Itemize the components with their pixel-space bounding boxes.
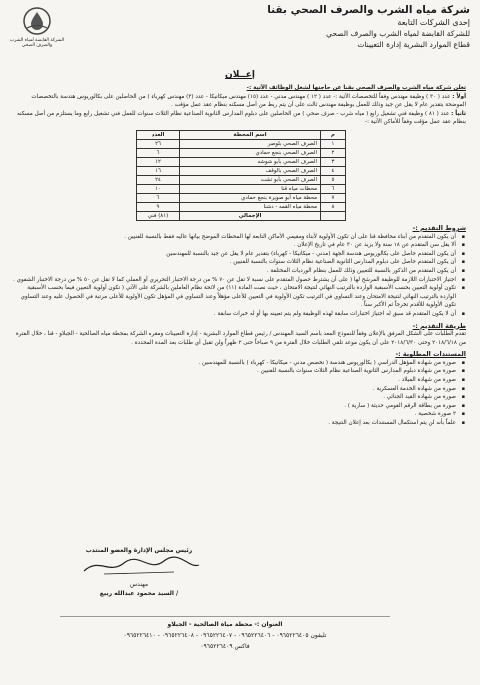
footer-address: العنوان :- محطة مياه الصالحية - الجبلاو [167,621,283,628]
logo-caption: الشركة القابضة لمياه الشرب والصرف الصحي [9,38,65,48]
signature-block [64,546,214,598]
row-location: الصرف الصحي بلوصر [180,139,321,148]
row-count: ٢٤ [137,175,180,184]
table-row [137,175,346,184]
table-row [137,193,346,202]
list-item: ▪ أن يكون المتقدم من أبناء محافظة قنا على أن تكون الأولوية لأبناء ومقيمي الأماكن التابعة لها المحطات الموضح بيانها عاليه فقط بالنسبة للفنيين . [12,233,456,242]
footer-fax: فاكس ٠٩٦٥٢٢٦٤٠٩ [200,643,250,650]
list-item: ▪ صورة من بطاقة الرقم القومي حديثة ( سارية ) . [186,402,456,411]
row-num: ٥ [321,175,346,184]
signatory-role: رئيس مجلس الإدارة والعضو المنتدب [85,547,193,554]
list-item: ▪ صورة من شهادة دبلوم المدارس الثانوية الصناعية نظام الثلاث سنوات بالنسبة للفنيين . [186,367,456,376]
col-num: م [321,130,346,139]
total-value: (٨١) فني [137,211,180,220]
second-paragraph [12,110,466,127]
row-num: ٨ [321,202,346,211]
drop-logo-icon [22,6,52,36]
first-label: أولاً : [452,93,466,100]
row-location: الصرف الصحي بأبو تشت [180,175,321,184]
table-total-row [137,211,346,220]
row-location: محطة مياه القمه - دشنا [180,202,321,211]
list-item: ▪ اجتياز الاختبارات اللازمة للوظيفة المرشح لها ( على أن يشترط حصول المتقدم على نسبة لا تقل عن ٧٠ % من درجة الاختبار التحريري أو العملي كما لا تقل عن ٥٠ % من درجة الاختبار الشفوي . [12,276,456,285]
row-num: ٤ [321,166,346,175]
col-location: اسم المحطة [180,130,321,139]
table-row [137,184,346,193]
row-location: الصرف الصحي بأبو شوشه [180,157,321,166]
announcement-body [12,84,466,428]
list-item: ▪ صورة من شهادة الميلاد . [186,376,456,385]
signatory-title: مهندس [129,581,149,588]
organization-block [267,4,470,50]
application-heading: طريقة التقديم :- [412,321,466,330]
row-count: ١٢ [137,157,180,166]
list-item: ▪ تكون أولوية التعيين بحسب الأسبقية الواردة بالترتيب النهائي لنتيجة الامتحان ، حيث نصت المادة (١١) من لائحة نظام العاملين بالشركة على الآتي ( تكون أولوية التعيين فيما بحسب الأسبقية الواردة بالترتيب النهائي لنتيجة الامتحان وعند التساوي في الترتيب تكون الأولوية في التعيين للأعلى مؤهلاً وعند التساوي في المؤهل تكون الأولوية للأعلى مرتبة في الحصول عليه وعند التساوي تكون الأولوية للأقدم تخرجاً ثم الأكبر سناً . [12,284,456,310]
positions-table [136,130,346,221]
announcement-title: إعــلان [225,70,255,80]
row-location: محطة مياه أبو صويرة بنجع حمادي [180,193,321,202]
first-text: عدد ( ٣٠ ) وظيفة مهندس وفقاً للتخصصات الآتية :- عدد ( ١٢ ) مهندس مدني - عدد (١٥) مهندس ميكانيكا - عدد (٣) مهندس كهرباء ) من الحاصلين على بكالوريوس هندسة بالتخصصات الموضحة بتقدير عام لا يقل عن جيد وذلك للعمل بوظيفة مهندس ثالث على أن يتم ربط من أصل مسكنه بنظام عقد عمل مؤقت . [31,93,466,109]
signatory-name: / السيد محمود عبدالله ربيع [99,590,179,597]
first-paragraph [12,93,466,110]
row-num: ٣ [321,157,346,166]
letterhead [0,0,480,58]
row-num: ١ [321,139,346,148]
row-count: ١٠ [137,184,180,193]
documents-heading: المستندات المطلوبة :- [395,350,466,359]
department: قطاع الموارد البشرية إدارة التعيينات [357,40,470,49]
list-item: ▪ أن يكون المتقدم حاصل على بكالوريوس هندسة الجهة (مدني - ميكانيكا - كهرباء) بتقدير عام لا يقل عن جيد بالنسبة للمهندسين [12,250,456,259]
list-item: ▪ أن لا يكون المتقدم قد سبق له اجتياز اختبارات سابقة لهذه الوظيفة ولم يتم تعيينه بها أو له خبرات سابقة . [12,310,456,319]
table-header-row [137,130,346,139]
list-item: ▪ ٢ صورة شخصية . [186,410,456,419]
list-item: ▪ أن يكون المتقدم من الذكور بالنسبة للتعيين وذلك للعمل بنظام الورديات المختلفة . [12,267,456,276]
conditions-list [12,233,466,319]
table-row [137,166,346,175]
list-item: ▪ صورة من شهادة الخدمة العسكرية . [186,385,456,394]
total-label: الإجمالي [180,211,321,220]
row-count: ٢٦ [137,139,180,148]
row-num: ٢ [321,148,346,157]
list-item: ▪ ألا يقل سن المتقدم عن ١٨ سنة ولا يزيد عن ٣٠ عام في تاريخ الإعلان . [12,241,456,250]
table-row [137,148,346,157]
second-text: عدد ( ٨١ ) وظيفة فني تشغيل رابع ( مياه شرب - صرف صحي ) من الحاصلين على دبلوم المدارس الثانوية الصناعية نظام الثلاث سنوات للعمل فني تشغيل رابع وما يستلزم من أصل مسكنه بنظام عقد عمل مؤقت وفقاً للأماكن الآتية :- [17,110,466,126]
table-row [137,202,346,211]
col-count: العدد [137,130,180,139]
list-item: ▪ أن يكون المتقدم حاصل على دبلوم المدارس الثانوية الصناعية نظام الثلاث سنوات بالنسبة للفنيين . [12,258,456,267]
conditions-heading: شروط التقديم :- [412,223,466,232]
table-row [137,139,346,148]
total-empty [321,211,346,220]
footer-phones: تليفون ٠٩٦٥٢٢٦٤٠٥ - ٠٩٦٥٢٢٦٤٠٦ - ٠٩٦٥٢٢٦٤٠٧ - ٠٩٦٥٢٢٦٤٠٨ - ٠٩٦٥٢٢٦٤١٠ [123,632,327,639]
list-item: ▪ علماً بأنه لن يتم استكمال المستندات بعد إعلان النتيجة . [186,419,456,428]
row-location: الصرف الصحي بالوقف [180,166,321,175]
list-item: ▪ صورة من شهادة القيد الجنائي . [186,393,456,402]
second-label: ثانياً : [451,110,466,117]
row-count: ٦ [137,148,180,157]
row-num: ٦ [321,184,346,193]
row-location: محطات مياه قنا [180,184,321,193]
holding-company: للشركة القابضة لمياه الشرب والصرف الصحي [326,29,470,38]
company-name: شركة مياه الشرب والصرف الصحي بقنا [267,4,470,16]
signature-scribble-icon [64,555,214,577]
row-location: الصرف الصحي بنجع حمادي [180,148,321,157]
page-footer [60,616,390,652]
table-row [137,157,346,166]
company-affiliate: إحدى الشركات التابعة [397,18,470,27]
row-num: ٧ [321,193,346,202]
company-logo [8,6,66,50]
row-count: ٩ [137,202,180,211]
application-text: تقدم الطلبات على الشكل المرفق بالإعلان وفقاً للنموذج المعد باسم السيد المهندس / رئيس قطاع الموارد البشرية - إدارة التعيينات ومقره الشركة بمحطة مياه الصالحية - الجبلاو - قنا ، خلال الفترة من ٢٠١٨/٦/١٨ وحتى ٢٠١٨/٦/٣٠ على أن يكون موعد تلقي الطلبات خلال الفترة من ٩ صباحاً حتى ٢ ظهراً ولن تقبل أي طلبات بعد المدة المحددة . [15,331,466,346]
documents-list [186,359,466,428]
intro-text: تعلن شركة مياه الشرب والصرف الصحي بقنا عن حاجتها لشغل الوظائف الآتية :- [246,85,466,91]
row-count: ٦ [137,193,180,202]
list-item: ▪ صورة من شهادة المؤهل الدراسي ( بكالوريوس هندسة ( تخصص مدني - ميكانيكا - كهرباء ) بالنسبة للمهندسين . [186,359,456,368]
row-count: ١٦ [137,166,180,175]
